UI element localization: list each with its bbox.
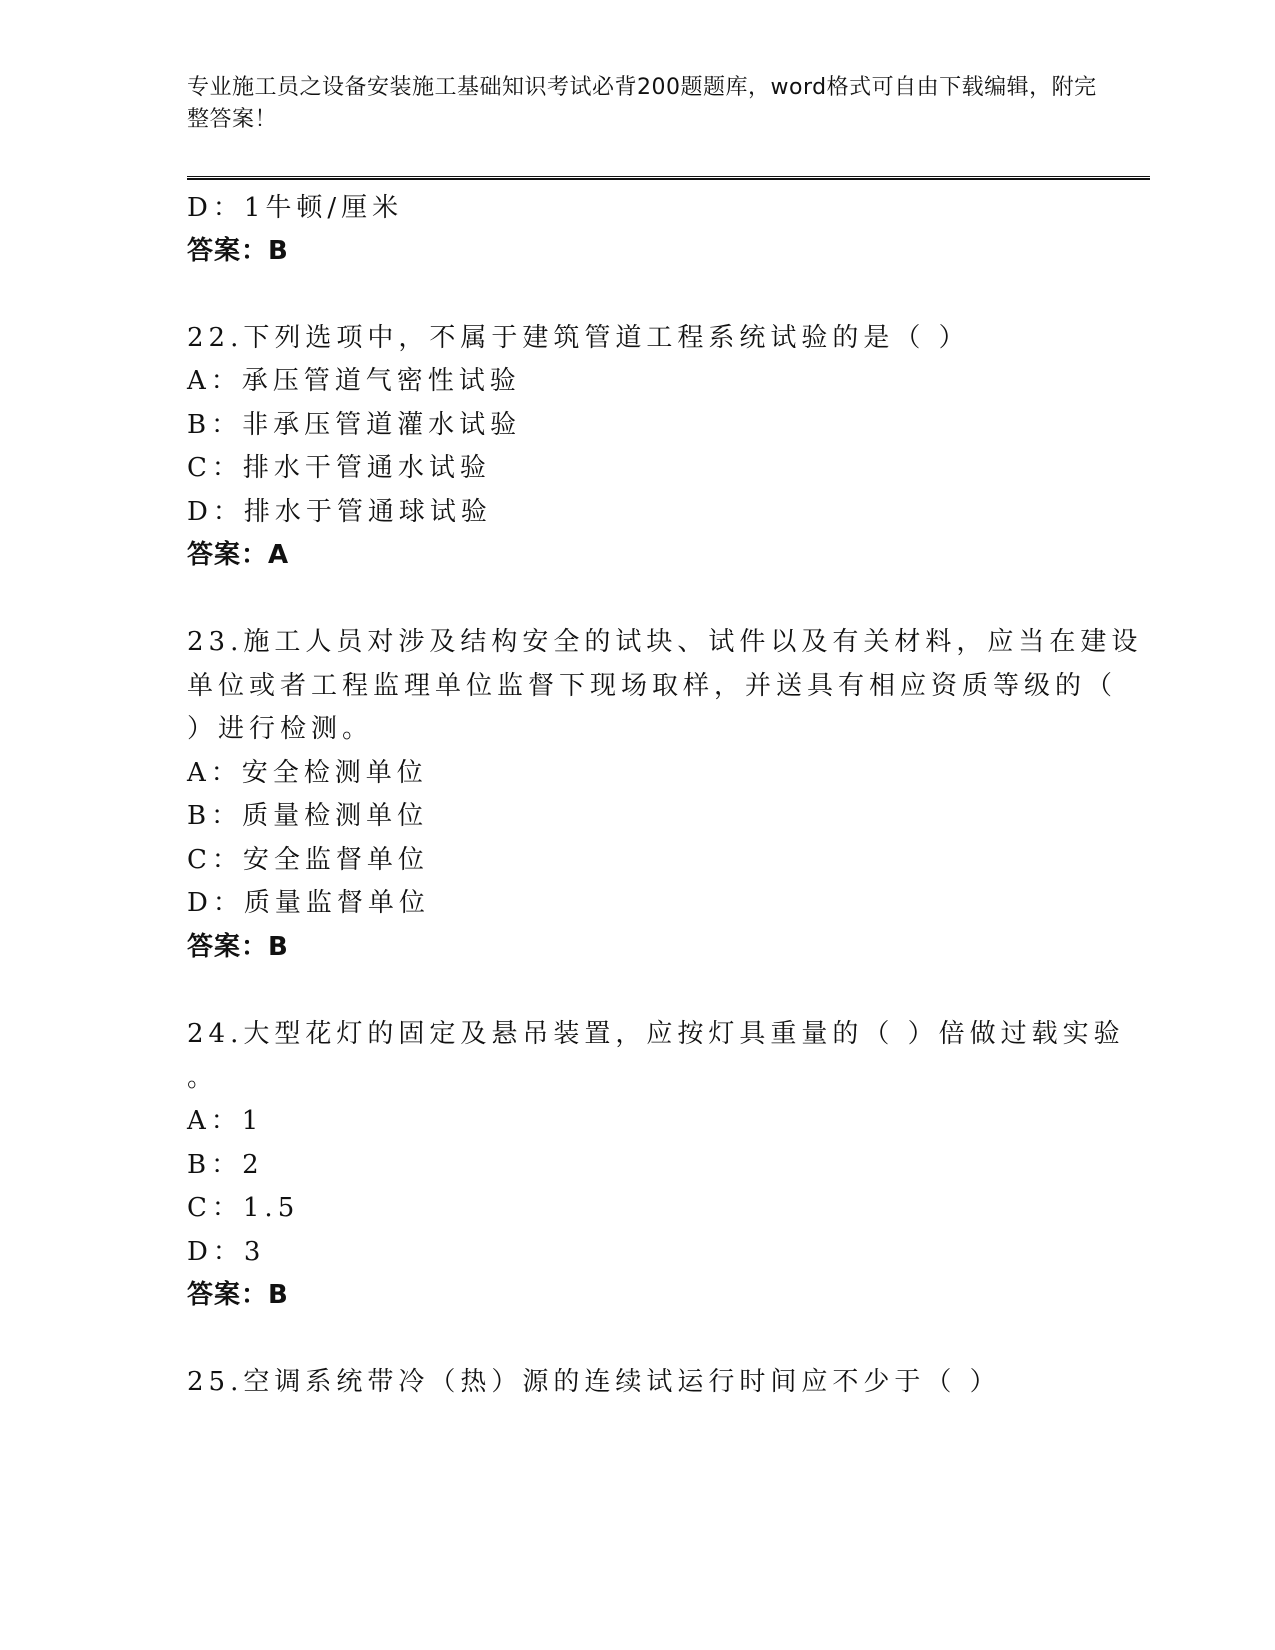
header-divider — [187, 176, 1150, 180]
q23-stem-line-1: 23.施工人员对涉及结构安全的试块、试件以及有关材料，应当在建设 — [187, 627, 1143, 657]
q24-option-b: B：2 — [187, 1150, 264, 1180]
q24-answer: 答案：B — [187, 1280, 289, 1310]
q24-option-a: A：1 — [187, 1106, 264, 1136]
q22-option-b: B：非承压管道灌水试验 — [187, 410, 522, 440]
q23-stem-line-2: 单位或者工程监理单位监督下现场取样，并送具有相应资质等级的（ — [187, 671, 1118, 701]
q23-option-b: B：质量检测单位 — [187, 801, 429, 831]
q23-option-d: D：质量监督单位 — [187, 888, 430, 918]
q22-stem: 22.下列选项中，不属于建筑管道工程系统试验的是（ ） — [187, 323, 970, 353]
q23-stem-line-3: ）进行检测。 — [187, 714, 374, 744]
q22-option-c: C：排水干管通水试验 — [187, 453, 491, 483]
q23-option-a: A：安全检测单位 — [187, 758, 428, 788]
q22-option-a: A：承压管道气密性试验 — [187, 366, 521, 396]
q22-option-d: D：排水于管通球试验 — [187, 497, 492, 527]
prev-option-d: D：1牛顿/厘米 — [187, 193, 404, 223]
q24-option-d: D：3 — [187, 1237, 266, 1267]
document-header: 专业施工员之设备安装施工基础知识考试必背200题题库，word格式可自由下载编辑，附完整答案！ — [187, 75, 1097, 132]
q25-stem: 25.空调系统带冷（热）源的连续试运行时间应不少于（ ） — [187, 1367, 1001, 1397]
q22-answer: 答案：A — [187, 540, 290, 570]
prev-answer: 答案：B — [187, 236, 289, 266]
q24-stem-line-1: 24.大型花灯的固定及悬吊装置，应按灯具重量的（ ）倍做过载实验 — [187, 1019, 1125, 1049]
q23-answer: 答案：B — [187, 932, 289, 962]
q23-option-c: C：安全监督单位 — [187, 845, 429, 875]
q24-option-c: C：1.5 — [187, 1193, 300, 1223]
q24-stem-line-2: 。 — [187, 1063, 219, 1093]
